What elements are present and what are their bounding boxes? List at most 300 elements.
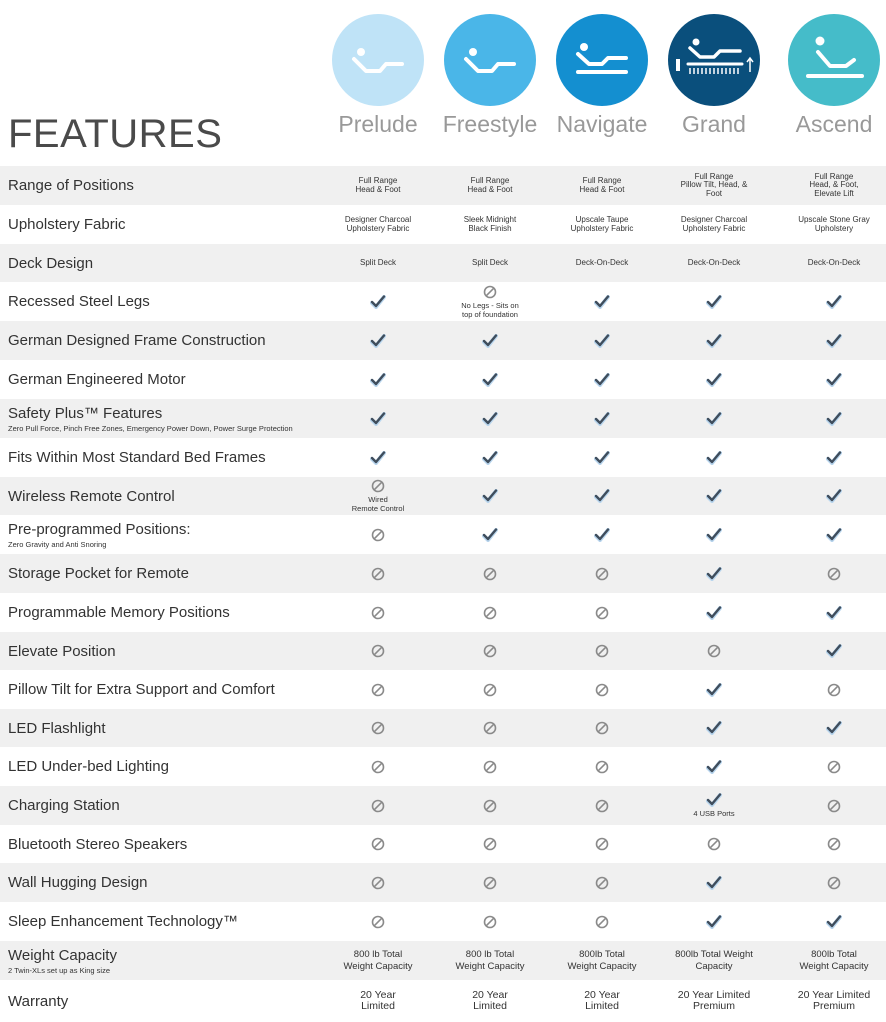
table-row <box>0 438 886 477</box>
cell-grand <box>659 786 769 825</box>
checkmark-icon <box>706 451 722 465</box>
feature-sublabel: 2 Twin-XLs set up as King size <box>8 965 110 975</box>
checkmark-icon <box>826 451 842 465</box>
not-available-icon <box>595 915 609 929</box>
cell-text: Full Range Head, & Foot, Elevate Lift <box>809 171 859 198</box>
cell-text: Sleek Midnight Black Finish <box>463 215 517 233</box>
cell-prelude <box>323 670 433 709</box>
cell-note: No Legs - Sits on top of foundation <box>461 300 519 319</box>
table-row <box>0 786 886 825</box>
table-row <box>0 980 886 1022</box>
feature-label: Elevate Position <box>8 642 116 660</box>
checkmark-icon <box>482 334 498 348</box>
cell-ascend <box>779 863 886 902</box>
checkmark-icon <box>706 683 722 697</box>
cell-grand <box>659 825 769 863</box>
cell-freestyle <box>435 941 545 980</box>
checkmark-icon <box>706 334 722 348</box>
feature-label-cell <box>8 515 191 554</box>
cell-ascend <box>779 360 886 399</box>
not-available-icon <box>707 837 721 851</box>
checkmark-icon <box>706 412 722 426</box>
cell-ascend <box>779 399 886 438</box>
cell-grand <box>659 477 769 515</box>
cell-text: Upscale Stone Gray Upholstery <box>798 215 870 233</box>
checkmark-icon <box>826 373 842 387</box>
cell-navigate <box>547 593 657 632</box>
feature-label: Range of Positions <box>8 177 134 194</box>
cell-prelude <box>323 902 433 941</box>
prelude-recline-icon <box>332 14 424 106</box>
feature-sublabel: Zero Gravity and Anti Snoring <box>8 539 107 549</box>
grand-lighting-icon <box>668 14 760 106</box>
cell-text: Upscale Taupe Upholstery Fabric <box>570 215 634 233</box>
cell-navigate <box>547 709 657 747</box>
cell-freestyle <box>435 747 545 786</box>
model-prelude <box>318 14 438 138</box>
not-available-icon <box>595 644 609 658</box>
cell-grand <box>659 980 769 1022</box>
cell-grand <box>659 321 769 360</box>
cell-grand <box>659 941 769 980</box>
cell-prelude <box>323 709 433 747</box>
checkmark-icon <box>594 412 610 426</box>
not-available-icon <box>371 760 385 774</box>
feature-label: Wall Hugging Design <box>8 874 148 891</box>
cell-grand <box>659 244 769 282</box>
cell-navigate <box>547 554 657 593</box>
not-available-icon <box>371 528 385 542</box>
cell-grand <box>659 747 769 786</box>
cell-navigate <box>547 205 657 244</box>
not-available-icon <box>371 876 385 890</box>
not-available-icon <box>483 837 497 851</box>
feature-label: Pillow Tilt for Extra Support and Comfort <box>8 681 275 698</box>
not-available-icon <box>483 799 497 813</box>
cell-prelude <box>323 244 433 282</box>
cell-ascend <box>779 166 886 205</box>
cell-text: Split Deck <box>359 257 396 267</box>
model-navigate <box>542 14 662 138</box>
cell-navigate <box>547 477 657 515</box>
not-available-icon <box>827 876 841 890</box>
cell-text: 800lb Total Weight Capacity <box>799 948 869 972</box>
feature-label: Bluetooth Stereo Speakers <box>8 835 188 853</box>
navigate-deck-icon <box>556 14 648 106</box>
feature-label: Warranty <box>8 992 69 1010</box>
table-row <box>0 709 886 747</box>
checkmark-icon <box>826 606 842 620</box>
table-row <box>0 632 886 670</box>
table-row <box>0 282 886 321</box>
not-available-icon <box>371 721 385 735</box>
cell-text: Split Deck <box>471 257 508 267</box>
cell-freestyle <box>435 282 545 321</box>
table-row <box>0 863 886 902</box>
checkmark-icon <box>482 528 498 542</box>
cell-freestyle <box>435 515 545 554</box>
cell-text: Designer Charcoal Upholstery Fabric <box>344 215 412 233</box>
cell-ascend <box>779 438 886 477</box>
cell-freestyle <box>435 863 545 902</box>
feature-label: Recessed Steel Legs <box>8 293 150 310</box>
cell-ascend <box>779 941 886 980</box>
table-row <box>0 902 886 941</box>
cell-text: 20 Year Limited Premium <box>797 989 871 1012</box>
model-name: Ascend <box>795 111 873 137</box>
cell-ascend <box>779 593 886 632</box>
cell-freestyle <box>435 244 545 282</box>
cell-ascend <box>779 825 886 863</box>
not-available-icon <box>827 760 841 774</box>
cell-text: Deck-On-Deck <box>687 257 741 267</box>
cell-freestyle <box>435 554 545 593</box>
feature-label-cell <box>8 477 175 515</box>
feature-label-cell <box>8 205 126 244</box>
feature-label-cell <box>8 980 68 1022</box>
cell-grand <box>659 670 769 709</box>
cell-ascend <box>779 980 886 1022</box>
feature-label: Wireless Remote Control <box>8 487 175 505</box>
cell-prelude <box>323 205 433 244</box>
table-row <box>0 593 886 632</box>
feature-label-cell <box>8 902 238 941</box>
cell-navigate <box>547 282 657 321</box>
cell-navigate <box>547 632 657 670</box>
cell-grand <box>659 360 769 399</box>
cell-navigate <box>547 747 657 786</box>
checkmark-icon <box>482 412 498 426</box>
checkmark-icon <box>706 606 722 620</box>
checkmark-icon <box>370 373 386 387</box>
checkmark-icon <box>706 721 722 735</box>
cell-grand <box>659 438 769 477</box>
table-row <box>0 244 886 282</box>
feature-label-cell <box>8 786 120 825</box>
checkmark-icon <box>706 793 722 807</box>
feature-label-cell <box>8 399 293 438</box>
table-row <box>0 399 886 438</box>
checkmark-icon <box>706 760 722 774</box>
cell-note: 4 USB Ports <box>693 809 735 818</box>
cell-text: Full Range Pillow Tilt, Head, & Foot <box>680 171 748 198</box>
feature-label-cell <box>8 438 266 477</box>
feature-label-cell <box>8 282 150 321</box>
cell-grand <box>659 632 769 670</box>
not-available-icon <box>483 683 497 697</box>
feature-label: Fits Within Most Standard Bed Frames <box>8 449 266 466</box>
cell-navigate <box>547 825 657 863</box>
feature-label-cell <box>8 709 106 747</box>
not-available-icon <box>483 567 497 581</box>
model-name: Navigate <box>556 111 648 137</box>
feature-label: Weight Capacity <box>8 946 117 964</box>
not-available-icon <box>371 837 385 851</box>
checkmark-icon <box>826 528 842 542</box>
checkmark-icon <box>370 451 386 465</box>
not-available-icon <box>371 683 385 697</box>
not-available-icon <box>483 760 497 774</box>
table-row <box>0 554 886 593</box>
cell-navigate <box>547 166 657 205</box>
cell-navigate <box>547 515 657 554</box>
feature-label-cell <box>8 747 169 786</box>
cell-freestyle <box>435 670 545 709</box>
cell-prelude <box>323 863 433 902</box>
cell-freestyle <box>435 980 545 1022</box>
cell-grand <box>659 863 769 902</box>
cell-prelude <box>323 438 433 477</box>
table-row <box>0 941 886 980</box>
not-available-icon <box>483 721 497 735</box>
feature-label: Storage Pocket for Remote <box>8 565 189 582</box>
cell-navigate <box>547 863 657 902</box>
checkmark-icon <box>370 334 386 348</box>
checkmark-icon <box>826 489 842 503</box>
checkmark-icon <box>594 295 610 309</box>
table-row <box>0 825 886 863</box>
checkmark-icon <box>826 915 842 929</box>
cell-text: 20 Year Limited <box>584 989 620 1012</box>
feature-label: Sleep Enhancement Technology™ <box>8 913 238 930</box>
cell-prelude <box>323 632 433 670</box>
cell-navigate <box>547 360 657 399</box>
table-row <box>0 670 886 709</box>
page-title: FEATURES <box>8 112 223 156</box>
cell-navigate <box>547 438 657 477</box>
cell-freestyle <box>435 166 545 205</box>
cell-ascend <box>779 205 886 244</box>
checkmark-icon <box>370 412 386 426</box>
checkmark-icon <box>706 489 722 503</box>
table-row <box>0 205 886 244</box>
cell-text: 20 Year Limited Premium <box>677 989 751 1012</box>
model-name: Grand <box>682 111 746 137</box>
table-row <box>0 360 886 399</box>
checkmark-icon <box>594 528 610 542</box>
cell-grand <box>659 554 769 593</box>
cell-text: 800lb Total Weight Capacity <box>567 948 637 972</box>
table-row <box>0 515 886 554</box>
cell-prelude <box>323 554 433 593</box>
cell-freestyle <box>435 438 545 477</box>
cell-freestyle <box>435 709 545 747</box>
cell-text: Full Range Head & Foot <box>579 176 625 194</box>
not-available-icon <box>707 644 721 658</box>
not-available-icon <box>483 915 497 929</box>
not-available-icon <box>827 683 841 697</box>
checkmark-icon <box>706 567 722 581</box>
cell-navigate <box>547 786 657 825</box>
not-available-icon <box>371 799 385 813</box>
not-available-icon <box>595 567 609 581</box>
cell-text: 20 Year Limited <box>472 989 508 1012</box>
feature-label: Programmable Memory Positions <box>8 604 230 621</box>
cell-text: 20 Year Limited <box>360 989 396 1012</box>
not-available-icon <box>371 606 385 620</box>
cell-freestyle <box>435 593 545 632</box>
feature-label-cell <box>8 554 189 593</box>
feature-label-cell <box>8 941 117 980</box>
checkmark-icon <box>482 373 498 387</box>
cell-prelude <box>323 515 433 554</box>
checkmark-icon <box>482 489 498 503</box>
not-available-icon <box>371 915 385 929</box>
model-ascend <box>774 14 886 138</box>
cell-navigate <box>547 399 657 438</box>
checkmark-icon <box>370 295 386 309</box>
cell-ascend <box>779 709 886 747</box>
cell-freestyle <box>435 360 545 399</box>
feature-label: Charging Station <box>8 797 120 814</box>
cell-text: 800lb Total Weight Capacity <box>675 948 753 972</box>
feature-label: LED Flashlight <box>8 719 106 737</box>
table-row <box>0 166 886 205</box>
not-available-icon <box>483 285 497 299</box>
cell-grand <box>659 515 769 554</box>
cell-freestyle <box>435 477 545 515</box>
cell-prelude <box>323 593 433 632</box>
not-available-icon <box>595 721 609 735</box>
checkmark-icon <box>482 451 498 465</box>
feature-label-cell <box>8 670 275 709</box>
cell-grand <box>659 205 769 244</box>
checkmark-icon <box>706 295 722 309</box>
checkmark-icon <box>826 644 842 658</box>
cell-note: Wired Remote Control <box>351 495 405 513</box>
cell-prelude <box>323 360 433 399</box>
cell-ascend <box>779 515 886 554</box>
checkmark-icon <box>706 373 722 387</box>
cell-ascend <box>779 282 886 321</box>
not-available-icon <box>371 644 385 658</box>
ascend-lift-icon <box>788 14 880 106</box>
checkmark-icon <box>594 451 610 465</box>
not-available-icon <box>371 567 385 581</box>
cell-navigate <box>547 321 657 360</box>
cell-freestyle <box>435 825 545 863</box>
cell-prelude <box>323 941 433 980</box>
cell-prelude <box>323 477 433 515</box>
cell-prelude <box>323 399 433 438</box>
cell-prelude <box>323 825 433 863</box>
cell-text: Designer Charcoal Upholstery Fabric <box>680 215 748 233</box>
not-available-icon <box>595 606 609 620</box>
not-available-icon <box>595 837 609 851</box>
checkmark-icon <box>706 528 722 542</box>
feature-label-cell <box>8 863 148 902</box>
not-available-icon <box>827 567 841 581</box>
checkmark-icon <box>706 876 722 890</box>
cell-text: Full Range Head & Foot <box>355 176 401 194</box>
checkmark-icon <box>594 373 610 387</box>
feature-label: German Engineered Motor <box>8 371 186 388</box>
not-available-icon <box>483 644 497 658</box>
cell-text: Full Range Head & Foot <box>467 176 513 194</box>
feature-label: LED Under-bed Lighting <box>8 758 169 775</box>
cell-prelude <box>323 786 433 825</box>
cell-navigate <box>547 244 657 282</box>
cell-ascend <box>779 244 886 282</box>
feature-label-cell <box>8 825 187 863</box>
cell-ascend <box>779 670 886 709</box>
cell-grand <box>659 166 769 205</box>
cell-ascend <box>779 632 886 670</box>
cell-ascend <box>779 477 886 515</box>
cell-text: 800 lb Total Weight Capacity <box>343 948 413 972</box>
feature-label-cell <box>8 632 116 670</box>
table-row <box>0 477 886 515</box>
checkmark-icon <box>826 721 842 735</box>
cell-navigate <box>547 980 657 1022</box>
cell-grand <box>659 902 769 941</box>
cell-freestyle <box>435 205 545 244</box>
cell-prelude <box>323 166 433 205</box>
not-available-icon <box>595 683 609 697</box>
feature-label: Pre-programmed Positions: <box>8 520 191 538</box>
cell-grand <box>659 709 769 747</box>
cell-ascend <box>779 554 886 593</box>
feature-label-cell <box>8 244 93 282</box>
cell-text: 800 lb Total Weight Capacity <box>455 948 525 972</box>
not-available-icon <box>595 876 609 890</box>
cell-freestyle <box>435 632 545 670</box>
model-grand <box>654 14 774 138</box>
feature-label-cell <box>8 360 186 399</box>
checkmark-icon <box>826 412 842 426</box>
cell-navigate <box>547 902 657 941</box>
cell-prelude <box>323 980 433 1022</box>
cell-grand <box>659 593 769 632</box>
cell-grand <box>659 399 769 438</box>
cell-navigate <box>547 670 657 709</box>
feature-label: Deck Design <box>8 254 94 272</box>
checkmark-icon <box>594 334 610 348</box>
cell-prelude <box>323 321 433 360</box>
feature-label-cell <box>8 593 230 632</box>
table-row <box>0 747 886 786</box>
cell-freestyle <box>435 902 545 941</box>
feature-label: Safety Plus™ Features <box>8 404 163 422</box>
cell-ascend <box>779 321 886 360</box>
cell-text: Deck-On-Deck <box>807 257 861 267</box>
cell-prelude <box>323 747 433 786</box>
feature-label-cell <box>8 321 266 360</box>
not-available-icon <box>827 837 841 851</box>
feature-label-cell <box>8 166 134 205</box>
cell-navigate <box>547 941 657 980</box>
table-row <box>0 321 886 360</box>
comparison-header <box>0 0 886 166</box>
not-available-icon <box>827 799 841 813</box>
not-available-icon <box>371 479 385 493</box>
model-name: Prelude <box>338 111 418 137</box>
checkmark-icon <box>826 334 842 348</box>
checkmark-icon <box>826 295 842 309</box>
feature-sublabel: Zero Pull Force, Pinch Free Zones, Emergency Power Down, Power Surge Protection <box>8 423 293 433</box>
not-available-icon <box>595 760 609 774</box>
feature-label: German Designed Frame Construction <box>8 332 266 349</box>
cell-grand <box>659 282 769 321</box>
model-freestyle <box>430 14 550 138</box>
not-available-icon <box>483 876 497 890</box>
not-available-icon <box>595 799 609 813</box>
freestyle-recline-icon <box>444 14 536 106</box>
cell-freestyle <box>435 786 545 825</box>
cell-freestyle <box>435 321 545 360</box>
model-name: Freestyle <box>442 111 538 137</box>
checkmark-icon <box>594 489 610 503</box>
